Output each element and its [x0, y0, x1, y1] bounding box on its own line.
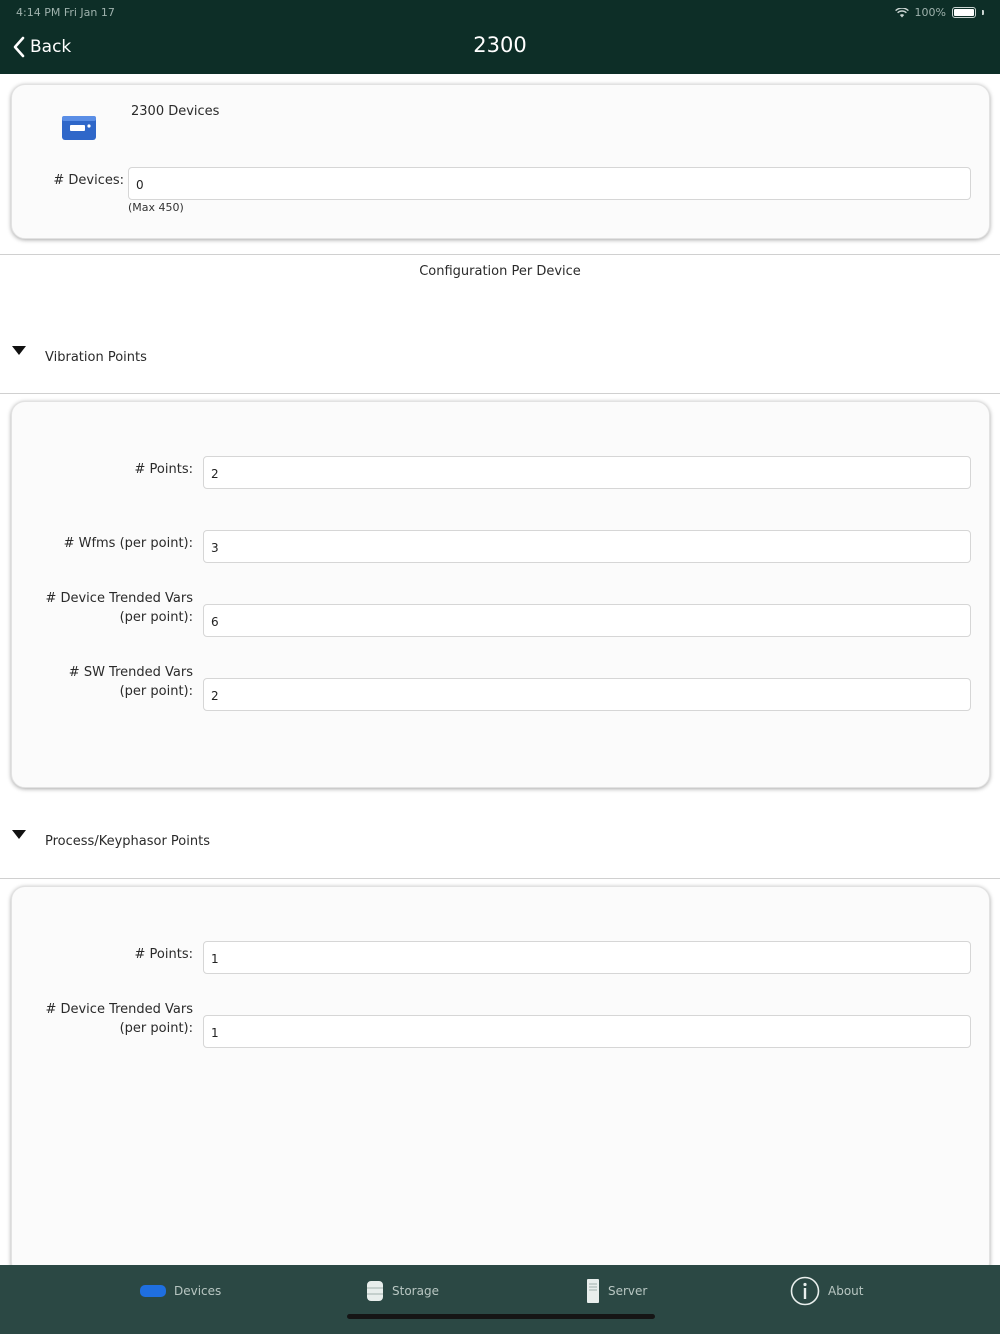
home-indicator[interactable]: [347, 1314, 655, 1319]
tab-storage[interactable]: [366, 1277, 439, 1305]
divider: [0, 254, 1000, 255]
vibration-points-label: Vibration Points: [45, 350, 147, 365]
wfms-input[interactable]: 3: [203, 530, 971, 563]
server-icon: [586, 1278, 600, 1304]
sw-vars-input[interactable]: 2: [203, 678, 971, 711]
process-device-vars-input[interactable]: 1: [203, 1015, 971, 1048]
wfms-label: # Wfms (per point):: [63, 536, 193, 551]
device-max-hint: (Max 450): [128, 201, 184, 214]
process-points-count-input[interactable]: 1: [203, 941, 971, 974]
tab-bar: [0, 1265, 1000, 1334]
process-points-count-label: # Points:: [134, 947, 193, 962]
storage-icon: [366, 1280, 384, 1302]
vibration-points-header[interactable]: [0, 338, 1000, 378]
process-device-vars-label: # Device Trended Vars (per point):: [45, 1002, 193, 1036]
devices-card-title: 2300 Devices: [131, 104, 220, 119]
devices-card: [11, 84, 990, 239]
back-label: Back: [30, 37, 72, 57]
divider: [0, 878, 1000, 879]
tab-server-label: Server: [608, 1284, 648, 1298]
tab-about-label: About: [828, 1284, 864, 1298]
vibration-points-count-label: # Points:: [134, 462, 193, 477]
page-title: 2300: [473, 33, 527, 57]
process-points-label: Process/Keyphasor Points: [45, 834, 210, 849]
tab-about[interactable]: [790, 1277, 863, 1305]
device-count-label: # Devices:: [53, 173, 124, 188]
sw-vars-label: # SW Trended Vars (per point):: [68, 665, 193, 699]
battery-percent: 100%: [914, 6, 946, 19]
process-points-header[interactable]: [0, 822, 1000, 862]
battery-icon: [952, 7, 976, 18]
navigation-bar: [0, 0, 1000, 74]
configuration-title: Configuration Per Device: [419, 264, 581, 279]
device-icon: [60, 111, 98, 143]
divider: [0, 393, 1000, 394]
tab-server[interactable]: [586, 1277, 647, 1305]
vibration-device-vars-label: # Device Trended Vars (per point):: [45, 591, 193, 625]
tab-storage-label: Storage: [392, 1284, 439, 1298]
vibration-points-card: [11, 401, 990, 788]
vibration-points-count-input[interactable]: 2: [203, 456, 971, 489]
wifi-icon: [895, 8, 909, 18]
triangle-down-icon: [12, 830, 26, 839]
process-points-card: [11, 886, 990, 1276]
tab-devices[interactable]: [140, 1277, 221, 1305]
vibration-device-vars-input[interactable]: 6: [203, 604, 971, 637]
triangle-down-icon: [12, 346, 26, 355]
info-icon: [790, 1276, 820, 1306]
status-time: 4:14 PM Fri Jan 17: [16, 6, 115, 19]
devices-icon: [140, 1285, 166, 1297]
status-bar: [0, 0, 1000, 26]
tab-devices-label: Devices: [174, 1284, 222, 1298]
device-count-input[interactable]: 0: [128, 167, 971, 200]
